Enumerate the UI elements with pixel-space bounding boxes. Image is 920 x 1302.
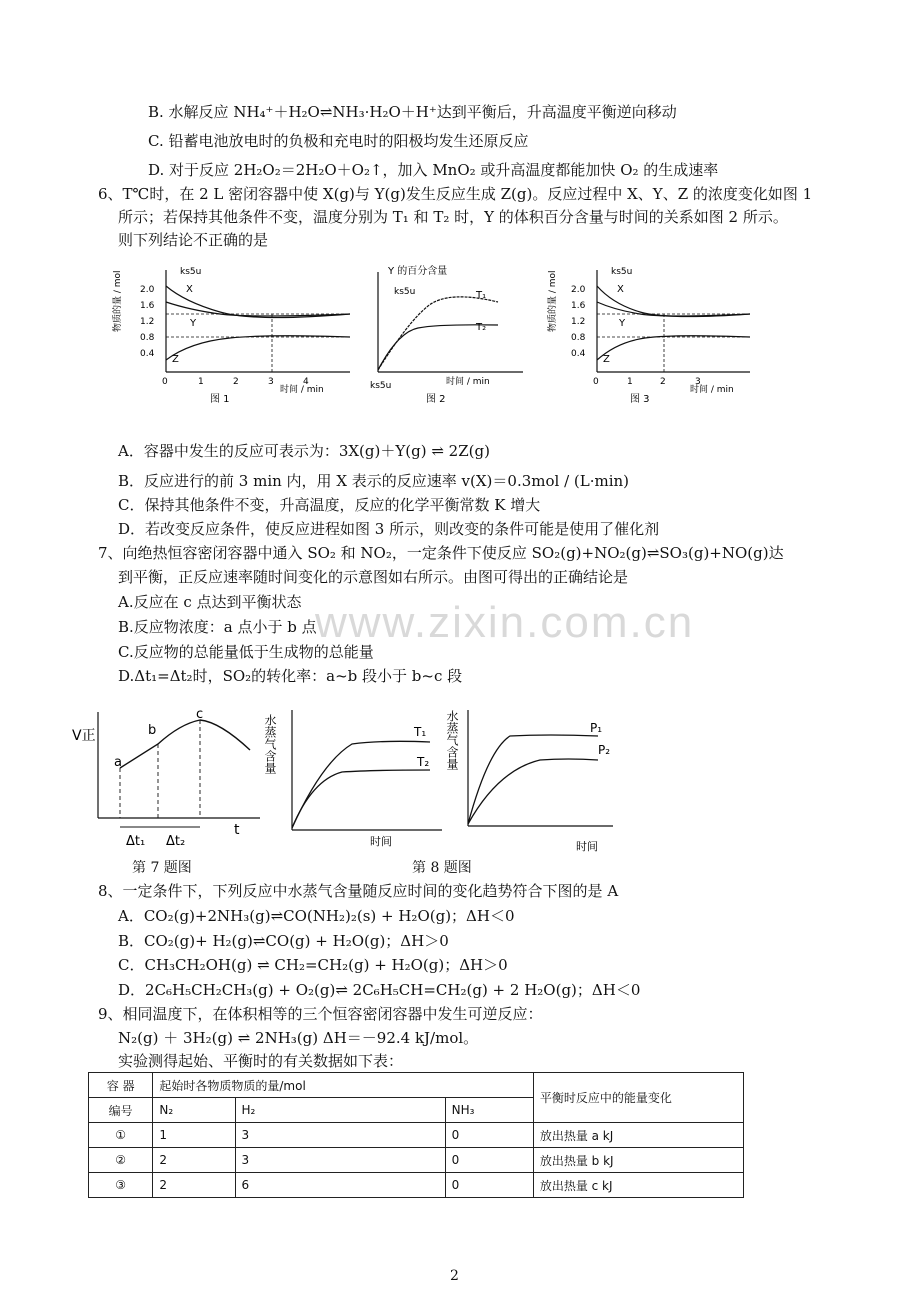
fig3-ytick: 1.2 (571, 317, 586, 327)
figure-3 (545, 262, 755, 412)
row-h2: 3 (235, 1123, 445, 1148)
fig3-ytick: 0.4 (571, 349, 586, 359)
row-h2: 3 (235, 1148, 445, 1173)
q5-option-d: D. 对于反应 2H₂O₂＝2H₂O＋O₂↑，加入 MnO₂ 或升高温度都能加快 O₂ 的生成速率 (148, 161, 719, 179)
q6-stem-2: 所示；若保持其他条件不变，温度分别为 T₁ 和 T₂ 时，Y 的体积百分含量与时间的关系如图 2 所示。 (118, 208, 788, 226)
figure-q8-temperature (262, 700, 447, 850)
fig7-point-c: c (196, 707, 204, 722)
fig3-xtick: 2 (660, 377, 666, 387)
q8-stem: 8、一定条件下，下列反应中水蒸气含量随反应时间的变化趋势符合下图的是 A (98, 882, 619, 900)
fig3-ytick: 2.0 (571, 285, 586, 295)
row-nh3: 0 (445, 1148, 533, 1173)
fig7-dt1: Δt₁ (126, 834, 146, 849)
fig8a-xlabel: 时间 (370, 835, 392, 848)
fig8b-p1: P₁ (590, 721, 603, 735)
fig1-ytick: 1.2 (140, 317, 155, 327)
row-energy: 放出热量 a kJ (533, 1123, 743, 1148)
fig3-xtick: 0 (593, 377, 599, 387)
fig2-title: Y 的百分含量 (388, 266, 448, 277)
header-nh3: NH₃ (445, 1098, 533, 1123)
fig2-t2: T₂ (476, 322, 487, 333)
figure-1 (110, 262, 355, 412)
fig2-t1: T₁ (476, 290, 487, 301)
row-n2: 2 (153, 1173, 235, 1198)
fig3-xtick: 1 (627, 377, 633, 387)
figure-q7 (70, 700, 270, 850)
fig1-label-x: X (186, 284, 193, 295)
fig7-point-a: a (114, 755, 122, 770)
fig1-xtick: 4 (303, 377, 309, 387)
q9-data-table (88, 1072, 744, 1198)
row-nh3: 0 (445, 1173, 533, 1198)
row-h2: 6 (235, 1173, 445, 1198)
q7-option-a: A.反应在 c 点达到平衡状态 (118, 593, 302, 611)
fig1-ytick: 0.8 (140, 333, 155, 343)
row-id: ② (89, 1148, 153, 1173)
fig8b-xlabel: 时间 (576, 840, 598, 853)
q6-stem-3: 则下列结论不正确的是 (118, 231, 269, 249)
fig1-curve-z (166, 336, 350, 360)
table-row (89, 1148, 744, 1173)
q7-stem-1: 7、向绝热恒容密闭容器中通入 SO₂ 和 NO₂，一定条件下使反应 SO₂(g)+NO₂(g)⇌SO₃(g)+NO(g)达 (98, 544, 784, 562)
header-start-amount: 起始时各物质物质的量/mol (153, 1073, 533, 1098)
fig1-ytick: 0.4 (140, 349, 155, 359)
page-number: 2 (450, 1268, 459, 1284)
q8-option-d: D．2C₆H₅CH₂CH₃(g) + O₂(g)⇌ 2C₆H₅CH=CH₂(g) + 2 H₂O(g)；ΔH＜0 (118, 981, 641, 999)
table-row (89, 1173, 744, 1198)
fig2-caption: 图 2 (426, 394, 446, 405)
fig2-xlabel: 时间 / min (446, 377, 490, 387)
row-id: ① (89, 1123, 153, 1148)
fig3-label-x: X (617, 284, 624, 295)
fig3-label-z: Z (603, 354, 610, 365)
q9-stem-1: 9、相同温度下，在体积相等的三个恒容密闭容器中发生可逆反应： (98, 1005, 543, 1023)
fig8a-curve-t2 (292, 770, 430, 828)
fig1-xtick: 3 (268, 377, 274, 387)
q7-option-d: D.Δt₁=Δt₂时，SO₂的转化率：a~b 段小于 b~c 段 (118, 667, 463, 685)
fig2-tag2: ks5u (370, 381, 392, 391)
fig7-dt2: Δt₂ (166, 834, 186, 849)
fig1-ylabel: 物质的量 / mol (113, 270, 123, 332)
row-n2: 2 (153, 1148, 235, 1173)
q9-equation: N₂(g) ＋ 3H₂(g) ⇌ 2NH₃(g) ΔH＝－92.4 kJ/mol。 (118, 1029, 479, 1047)
fig7-point-b: b (148, 723, 157, 738)
row-energy: 放出热量 b kJ (533, 1148, 743, 1173)
caption-q8: 第 8 题图 (412, 860, 472, 876)
fig1-curve-x (166, 286, 350, 318)
fig7-curve (120, 720, 250, 768)
row-energy: 放出热量 c kJ (533, 1173, 743, 1198)
q8-option-a: A．CO₂(g)+2NH₃(g)⇌CO(NH₂)₂(s) + H₂O(g)；ΔH＜0 (118, 907, 515, 925)
fig3-curve-z (597, 336, 750, 360)
fig3-xlabel: 时间 / min (690, 385, 734, 395)
figure-2 (368, 262, 528, 412)
fig8b-curve-p2 (468, 759, 598, 824)
q5-option-c: C. 铅蓄电池放电时的负极和充电时的阳极均发生还原反应 (148, 132, 529, 150)
fig3-ytick: 0.8 (571, 333, 586, 343)
fig1-tag: ks5u (180, 267, 202, 277)
fig8b-ylabel: 水蒸气含量 (445, 710, 459, 770)
figure-q8-pressure (445, 700, 618, 855)
fig1-xtick: 0 (162, 377, 168, 387)
header-n2: N₂ (153, 1098, 235, 1123)
fig1-ytick: 2.0 (140, 285, 155, 295)
q8-option-b: B．CO₂(g)+ H₂(g)⇌CO(g) + H₂O(g)；ΔH＞0 (118, 932, 449, 950)
q6-stem-1: 6、T℃时，在 2 L 密闭容器中使 X(g)与 Y(g)发生反应生成 Z(g)。反应过程中 X、Y、Z 的浓度变化如图 1 (98, 185, 813, 203)
caption-q7: 第 7 题图 (132, 860, 192, 876)
fig3-label-y: Y (619, 318, 626, 329)
fig8a-curve-t1 (292, 741, 430, 828)
fig8b-curve-p1 (468, 735, 598, 824)
q6-option-b: B．反应进行的前 3 min 内，用 X 表示的反应速率 v(X)＝0.3mol / (L·min) (118, 472, 630, 490)
fig8a-t1: T₁ (414, 725, 427, 739)
row-nh3: 0 (445, 1123, 533, 1148)
fig7-xlabel: t (234, 822, 240, 838)
q9-stem-2: 实验测得起始、平衡时的有关数据如下表： (118, 1052, 404, 1070)
fig1-xtick: 1 (198, 377, 204, 387)
row-id: ③ (89, 1173, 153, 1198)
fig7-ylabel: V正 (72, 728, 96, 744)
fig1-xtick: 2 (233, 377, 239, 387)
fig3-ylabel: 物质的量 / mol (548, 270, 558, 332)
fig3-xtick: 3 (695, 377, 701, 387)
fig3-ytick: 1.6 (571, 301, 586, 311)
header-container: 容 器 (89, 1073, 153, 1098)
row-n2: 1 (153, 1123, 235, 1148)
fig1-caption: 图 1 (210, 394, 230, 405)
header-h2: H₂ (235, 1098, 445, 1123)
watermark: www.zixin.com.cn (315, 598, 695, 647)
fig8a-t2: T₂ (417, 755, 430, 769)
fig1-ytick: 1.6 (140, 301, 155, 311)
fig8b-p2: P₂ (598, 743, 611, 757)
table-row (89, 1123, 744, 1148)
fig3-caption: 图 3 (630, 394, 650, 405)
q5-option-b: B. 水解反应 NH₄⁺＋H₂O⇌NH₃·H₂O＋H⁺达到平衡后，升高温度平衡逆向移动 (148, 103, 677, 121)
fig1-xlabel: 时间 / min (280, 385, 324, 395)
q7-option-b: B.反应物浓度：a 点小于 b 点 (118, 618, 317, 636)
fig2-curve-t1 (378, 297, 498, 370)
fig8a-ylabel: 水蒸气含量 (263, 714, 277, 774)
q7-stem-2: 到平衡，正反应速率随时间变化的示意图如右所示。由图可得出的正确结论是 (118, 568, 629, 586)
header-energy: 平衡时反应中的能量变化 (533, 1073, 743, 1123)
q8-option-c: C．CH₃CH₂OH(g) ⇌ CH₂=CH₂(g) + H₂O(g)；ΔH＞0 (118, 956, 508, 974)
q7-option-c: C.反应物的总能量低于生成物的总能量 (118, 643, 374, 661)
header-id: 编号 (89, 1098, 153, 1123)
fig2-tag: ks5u (394, 287, 416, 297)
q6-option-d: D．若改变反应条件，使反应进程如图 3 所示，则改变的条件可能是使用了催化剂 (118, 520, 660, 538)
q6-option-c: C．保持其他条件不变，升高温度，反应的化学平衡常数 K 增大 (118, 496, 541, 514)
q6-option-a: A．容器中发生的反应可表示为：3X(g)＋Y(g) ⇌ 2Z(g) (118, 442, 490, 460)
fig1-label-z: Z (172, 354, 179, 365)
fig3-tag: ks5u (611, 267, 633, 277)
fig1-label-y: Y (190, 318, 197, 329)
